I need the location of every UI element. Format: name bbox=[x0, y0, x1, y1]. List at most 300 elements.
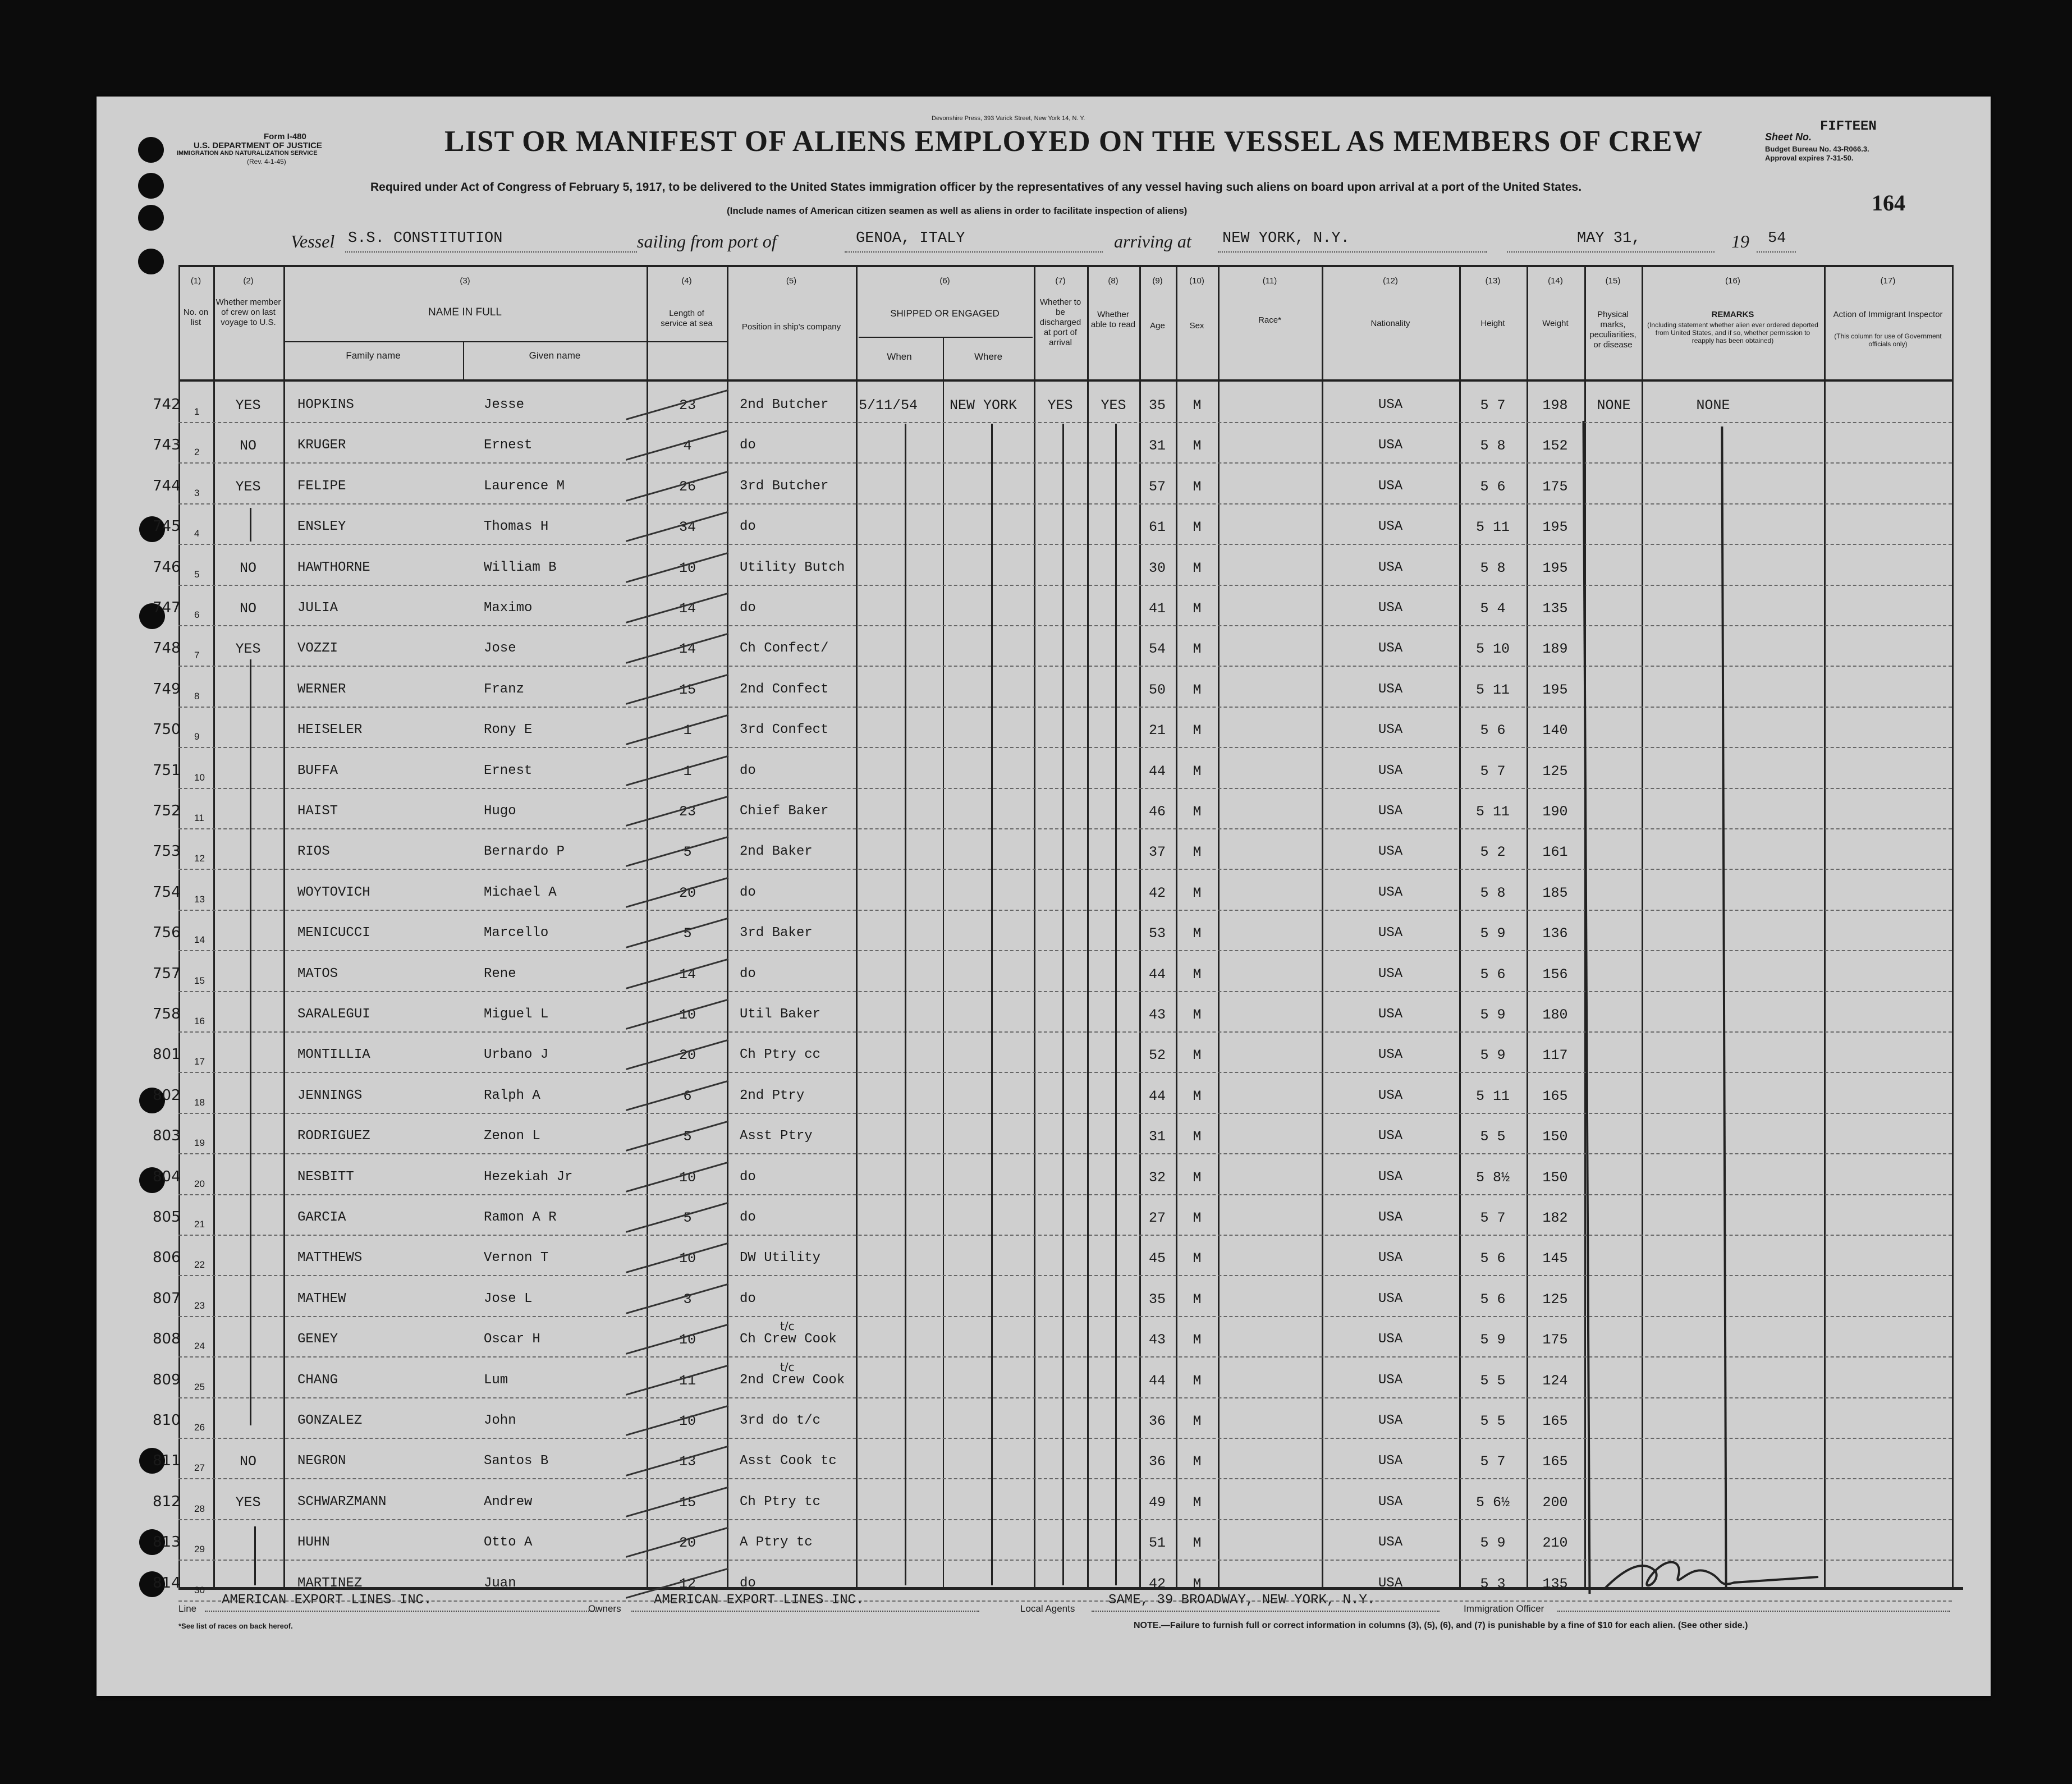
position-cell: do bbox=[740, 1169, 756, 1185]
height-cell: 5 9 bbox=[1480, 1047, 1506, 1064]
col1-number: (1) bbox=[190, 276, 201, 286]
length-of-service-cell: 14 bbox=[679, 641, 696, 658]
height-cell: 5 5 bbox=[1480, 1413, 1506, 1429]
height-cell: 5 8 bbox=[1480, 438, 1506, 455]
handwritten-list-number: 753 bbox=[153, 843, 181, 860]
nationality-cell: USA bbox=[1378, 1047, 1403, 1063]
officer-label: Immigration Officer bbox=[1464, 1603, 1544, 1614]
line-number: 14 bbox=[194, 934, 205, 946]
whether-last-voyage-cell: NO bbox=[239, 600, 256, 617]
family-name-cell: FELIPE bbox=[297, 478, 346, 494]
ditto-stroke bbox=[254, 1526, 256, 1585]
sex-cell: M bbox=[1193, 681, 1202, 698]
position-cell: 2nd Confect bbox=[740, 681, 829, 697]
given-name-cell: Otto A bbox=[484, 1535, 533, 1551]
where-header: Where bbox=[974, 351, 1003, 362]
line-number: 17 bbox=[194, 1056, 205, 1067]
given-name-header: Given name bbox=[529, 350, 581, 361]
position-cell: Chief Baker bbox=[740, 804, 829, 819]
age-cell: 32 bbox=[1148, 1169, 1166, 1186]
ditto-stroke bbox=[250, 508, 251, 542]
row-rule bbox=[178, 1316, 1952, 1317]
weight-cell: 125 bbox=[1542, 1291, 1568, 1308]
position-cell: 2nd Ptry bbox=[740, 1088, 805, 1103]
row-rule bbox=[178, 585, 1952, 586]
nationality-cell: USA bbox=[1378, 1169, 1403, 1185]
height-cell: 5 7 bbox=[1480, 397, 1506, 414]
line-number: 11 bbox=[194, 813, 204, 823]
line-label: Line bbox=[178, 1603, 197, 1614]
year-prefix: 19 bbox=[1731, 231, 1749, 251]
able-to-read-cell: YES bbox=[1101, 397, 1126, 414]
owners: AMERICAN EXPORT LINES INC. bbox=[654, 1593, 864, 1608]
shipped-where-cell: NEW YORK bbox=[950, 397, 1017, 414]
age-cell: 61 bbox=[1148, 519, 1166, 536]
col3-number: (3) bbox=[460, 276, 470, 286]
physical-marks-cell: NONE bbox=[1597, 397, 1631, 414]
position-cell: 3rd Confect bbox=[740, 722, 829, 738]
length-of-service-cell: 14 bbox=[679, 966, 696, 983]
col6-header: SHIPPED OR ENGAGED bbox=[890, 308, 1000, 319]
age-cell: 44 bbox=[1148, 966, 1166, 983]
age-cell: 35 bbox=[1148, 1291, 1166, 1308]
position-cell: 3rd do t/c bbox=[740, 1413, 821, 1428]
ditto-stroke bbox=[250, 659, 251, 1425]
row-rule bbox=[178, 991, 1952, 992]
handwritten-list-number: 754 bbox=[153, 883, 181, 901]
given-name-cell: Maximo bbox=[484, 600, 533, 616]
sex-cell: M bbox=[1193, 1332, 1202, 1349]
position-cell: Util Baker bbox=[740, 1007, 821, 1022]
given-name-cell: Jose bbox=[484, 641, 516, 657]
nationality-cell: USA bbox=[1378, 1494, 1403, 1510]
budget-bureau: Budget Bureau No. 43-R066.3. bbox=[1765, 145, 1869, 153]
weight-cell: 145 bbox=[1542, 1250, 1568, 1267]
age-cell: 51 bbox=[1148, 1535, 1166, 1552]
shipped-when-cell: 5/11/54 bbox=[859, 397, 918, 414]
sailing-port: GENOA, ITALY bbox=[856, 230, 965, 247]
age-cell: 54 bbox=[1148, 641, 1166, 658]
position-cell: do bbox=[740, 1291, 756, 1306]
row-rule bbox=[178, 1194, 1952, 1195]
handwritten-list-number: 808 bbox=[153, 1331, 181, 1348]
position-cell: do bbox=[740, 1575, 756, 1591]
handwritten-list-number: 749 bbox=[153, 680, 181, 698]
sheet-label: Sheet No. bbox=[1765, 131, 1812, 143]
row-rule bbox=[178, 1235, 1952, 1236]
given-name-cell: Franz bbox=[484, 681, 525, 697]
sex-cell: M bbox=[1193, 600, 1202, 617]
given-name-cell: Ramon A R bbox=[484, 1210, 557, 1225]
length-of-service-cell: 3 bbox=[683, 1291, 692, 1308]
given-name-cell: Juan bbox=[484, 1575, 516, 1591]
subtitle-note: (Include names of American citizen seamen as well as aliens in order to facilitate inspection of aliens) bbox=[727, 205, 1188, 216]
col2-number: (2) bbox=[243, 276, 254, 286]
col16-subheader: (Including statement whether alien ever ordered deported from United States, and if so, whether permission to reapply has been obtained) bbox=[1647, 321, 1818, 345]
sex-cell: M bbox=[1193, 1494, 1202, 1511]
line-number: 26 bbox=[194, 1422, 205, 1433]
age-cell: 57 bbox=[1148, 478, 1166, 495]
weight-cell: 190 bbox=[1542, 804, 1568, 820]
nationality-cell: USA bbox=[1378, 1007, 1403, 1022]
age-cell: 45 bbox=[1148, 1250, 1166, 1267]
whether-last-voyage-cell: YES bbox=[235, 397, 261, 414]
col1-header: No. on list bbox=[183, 308, 209, 327]
handwritten-list-number: 805 bbox=[153, 1209, 181, 1226]
handwritten-list-number: 803 bbox=[153, 1127, 181, 1145]
given-name-cell: John bbox=[484, 1413, 516, 1428]
sex-cell: M bbox=[1193, 884, 1202, 901]
weight-cell: 195 bbox=[1542, 519, 1568, 536]
col13-header: Height bbox=[1480, 319, 1505, 328]
sex-cell: M bbox=[1193, 966, 1202, 983]
sex-cell: M bbox=[1193, 1169, 1202, 1186]
age-cell: 42 bbox=[1148, 1575, 1166, 1592]
ditto-stroke bbox=[1062, 424, 1064, 1585]
handwritten-list-number: 745 bbox=[153, 518, 181, 535]
nationality-cell: USA bbox=[1378, 1372, 1403, 1388]
position-cell: 2nd Baker bbox=[740, 844, 813, 860]
position-cell: do bbox=[740, 1210, 756, 1225]
weight-cell: 165 bbox=[1542, 1453, 1568, 1470]
nationality-cell: USA bbox=[1378, 1129, 1403, 1144]
row-rule bbox=[178, 503, 1952, 505]
col12-number: (12) bbox=[1383, 276, 1398, 286]
nationality-cell: USA bbox=[1378, 884, 1403, 900]
family-name-cell: GONZALEZ bbox=[297, 1413, 363, 1428]
nationality-cell: USA bbox=[1378, 559, 1403, 575]
revision: (Rev. 4-1-45) bbox=[247, 158, 286, 166]
family-name-cell: GENEY bbox=[297, 1332, 338, 1347]
given-name-cell: Jesse bbox=[484, 397, 525, 412]
given-name-cell: Bernardo P bbox=[484, 844, 565, 860]
family-name-cell: SCHWARZMANN bbox=[297, 1494, 387, 1510]
position-cell: Asst Ptry bbox=[740, 1129, 813, 1144]
handwritten-list-number: 810 bbox=[153, 1412, 181, 1429]
length-of-service-cell: 1 bbox=[683, 763, 692, 779]
age-cell: 37 bbox=[1148, 844, 1166, 861]
handwritten-list-number: 811 bbox=[153, 1452, 181, 1470]
position-cell: 3rd Baker bbox=[740, 925, 813, 941]
line-number: 30 bbox=[194, 1584, 205, 1595]
row-rule bbox=[178, 422, 1952, 423]
nationality-cell: USA bbox=[1378, 600, 1403, 616]
sex-cell: M bbox=[1193, 397, 1202, 414]
given-name-cell: Zenon L bbox=[484, 1129, 540, 1144]
sex-cell: M bbox=[1193, 1575, 1202, 1592]
col14-header: Weight bbox=[1542, 319, 1569, 328]
length-of-service-cell: 20 bbox=[679, 884, 696, 901]
length-of-service-cell: 11 bbox=[679, 1372, 696, 1389]
handwritten-list-number: 758 bbox=[153, 1006, 181, 1022]
height-cell: 5 10 bbox=[1475, 641, 1510, 658]
weight-cell: 150 bbox=[1542, 1169, 1568, 1186]
family-name-cell: CHANG bbox=[297, 1372, 338, 1388]
position-cell: 2nd Butcher bbox=[740, 397, 829, 412]
weight-cell: 161 bbox=[1542, 844, 1568, 861]
length-of-service-cell: 20 bbox=[679, 1047, 696, 1064]
family-name-cell: KRUGER bbox=[297, 438, 346, 453]
service: IMMIGRATION AND NATURALIZATION SERVICE bbox=[177, 150, 318, 157]
col6-number: (6) bbox=[939, 276, 950, 286]
length-of-service-cell: 12 bbox=[679, 1575, 696, 1592]
arriving-label: arriving at bbox=[1114, 231, 1191, 251]
height-cell: 5 11 bbox=[1475, 804, 1510, 820]
weight-cell: 175 bbox=[1542, 478, 1568, 495]
sex-cell: M bbox=[1193, 722, 1202, 739]
nationality-cell: USA bbox=[1378, 1453, 1403, 1469]
family-name-cell: HAIST bbox=[297, 804, 338, 819]
length-of-service-cell: 4 bbox=[683, 438, 692, 455]
line-number: 23 bbox=[194, 1300, 205, 1311]
line-number: 6 bbox=[194, 609, 200, 620]
height-cell: 5 9 bbox=[1480, 1535, 1506, 1552]
family-name-cell: NEGRON bbox=[297, 1453, 346, 1469]
line-number: 21 bbox=[194, 1219, 205, 1230]
races-note: *See list of races on back hereof. bbox=[178, 1622, 293, 1630]
whether-last-voyage-cell: YES bbox=[235, 478, 261, 495]
subtitle: Required under Act of Congress of February 5, 1917, to be delivered to the United States immigration officer by the representatives of any vessel having such aliens on board upon arrival at a port of the United States. bbox=[370, 181, 1582, 194]
family-name-cell: BUFFA bbox=[297, 763, 338, 778]
line-number: 15 bbox=[194, 975, 205, 986]
nationality-cell: USA bbox=[1378, 1250, 1403, 1266]
position-cell: A Ptry tc bbox=[740, 1535, 813, 1551]
height-cell: 5 6 bbox=[1480, 1250, 1506, 1267]
sailing-label: sailing from port of bbox=[637, 231, 777, 251]
nationality-cell: USA bbox=[1378, 1413, 1403, 1428]
height-cell: 5 6 bbox=[1480, 722, 1506, 739]
row-rule bbox=[178, 1072, 1952, 1073]
col5-header: Position in ship's company bbox=[741, 322, 841, 332]
to-be-discharged-cell: YES bbox=[1047, 397, 1073, 414]
family-name-cell: MATOS bbox=[297, 966, 338, 982]
weight-cell: 198 bbox=[1542, 397, 1568, 414]
weight-cell: 135 bbox=[1542, 600, 1568, 617]
position-cell: Ch Confect/ bbox=[740, 641, 829, 657]
sex-cell: M bbox=[1193, 1129, 1202, 1145]
row-rule bbox=[178, 910, 1952, 911]
line-number: 2 bbox=[194, 447, 200, 458]
line-number: 13 bbox=[194, 893, 205, 905]
sex-cell: M bbox=[1193, 925, 1202, 942]
position-cell: do bbox=[740, 966, 756, 982]
nationality-cell: USA bbox=[1378, 1535, 1403, 1551]
nationality-cell: USA bbox=[1378, 722, 1403, 738]
handwritten-list-number: 746 bbox=[153, 558, 181, 576]
line-number: 10 bbox=[194, 772, 205, 783]
handwritten-list-number: 757 bbox=[153, 965, 181, 982]
form-number: Form I-480 bbox=[264, 132, 306, 141]
age-cell: 31 bbox=[1148, 438, 1166, 455]
whether-last-voyage-cell: YES bbox=[235, 641, 261, 658]
line-number: 24 bbox=[194, 1341, 205, 1352]
height-cell: 5 2 bbox=[1480, 844, 1506, 861]
printer-imprint: Devonshire Press, 393 Varick Street, New York 14, N. Y. bbox=[932, 115, 1085, 122]
sheet-number: FIFTEEN bbox=[1820, 119, 1877, 134]
col15-number: (15) bbox=[1605, 276, 1621, 286]
sex-cell: M bbox=[1193, 519, 1202, 536]
given-name-cell: Andrew bbox=[484, 1494, 533, 1510]
line-number: 9 bbox=[194, 731, 200, 742]
handwritten-list-number: 748 bbox=[153, 640, 181, 657]
col4-number: (4) bbox=[681, 276, 692, 286]
row-rule bbox=[178, 544, 1952, 545]
col17-subheader: (This column for use of Government officials only) bbox=[1834, 332, 1942, 348]
sex-cell: M bbox=[1193, 1372, 1202, 1389]
nationality-cell: USA bbox=[1378, 925, 1403, 941]
position-cell: Asst Cook tc bbox=[740, 1453, 837, 1469]
weight-cell: 152 bbox=[1542, 438, 1568, 455]
length-of-service-cell: 20 bbox=[679, 1535, 696, 1552]
row-rule bbox=[178, 1397, 1952, 1398]
handwritten-list-number: 801 bbox=[153, 1046, 181, 1063]
penalty-note: NOTE.—Failure to furnish full or correct information in columns (3), (5), (6), and (7) is punishable by a fine of $10 for each alien. (See other side.) bbox=[1134, 1621, 1748, 1630]
row-rule bbox=[178, 462, 1952, 464]
age-cell: 42 bbox=[1148, 884, 1166, 901]
row-rule bbox=[178, 1478, 1952, 1479]
given-name-cell: Miguel L bbox=[484, 1007, 549, 1022]
family-name-cell: MARTINEZ bbox=[297, 1575, 363, 1591]
height-cell: 5 11 bbox=[1475, 681, 1510, 698]
given-name-cell: Ernest bbox=[484, 438, 533, 453]
nationality-cell: USA bbox=[1378, 1088, 1403, 1103]
height-cell: 5 6 bbox=[1480, 966, 1506, 983]
age-cell: 44 bbox=[1148, 1088, 1166, 1104]
weight-cell: 156 bbox=[1542, 966, 1568, 983]
row-rule bbox=[178, 1275, 1952, 1276]
handwritten-list-number: 752 bbox=[153, 802, 181, 819]
sex-cell: M bbox=[1193, 1535, 1202, 1552]
shipping-line: AMERICAN EXPORT LINES INC. bbox=[222, 1593, 432, 1608]
given-name-cell: Lum bbox=[484, 1372, 508, 1388]
col8-number: (8) bbox=[1108, 276, 1118, 286]
length-of-service-cell: 10 bbox=[679, 1169, 696, 1186]
height-cell: 5 5 bbox=[1480, 1129, 1506, 1145]
height-cell: 5 7 bbox=[1480, 1453, 1506, 1470]
height-cell: 5 8 bbox=[1480, 559, 1506, 576]
row-rule bbox=[178, 747, 1952, 748]
family-name-cell: NESBITT bbox=[297, 1169, 354, 1185]
ditto-stroke bbox=[1115, 424, 1117, 1585]
height-cell: 5 4 bbox=[1480, 600, 1506, 617]
nationality-cell: USA bbox=[1378, 1291, 1403, 1306]
weight-cell: 189 bbox=[1542, 641, 1568, 658]
sex-cell: M bbox=[1193, 641, 1202, 658]
weight-cell: 140 bbox=[1542, 722, 1568, 739]
height-cell: 5 11 bbox=[1475, 1088, 1510, 1104]
nationality-cell: USA bbox=[1378, 681, 1403, 697]
nationality-cell: USA bbox=[1378, 1210, 1403, 1225]
length-of-service-cell: 5 bbox=[683, 925, 692, 942]
line-number: 18 bbox=[194, 1097, 205, 1108]
col16-header: REMARKS bbox=[1711, 310, 1754, 319]
arrival-date: MAY 31, bbox=[1577, 230, 1641, 247]
col9-number: (9) bbox=[1152, 276, 1163, 286]
family-name-cell: MENICUCCI bbox=[297, 925, 370, 941]
col17-header: Action of Immigrant Inspector bbox=[1833, 310, 1943, 319]
sex-cell: M bbox=[1193, 1047, 1202, 1064]
age-cell: 43 bbox=[1148, 1332, 1166, 1349]
line-number: 20 bbox=[194, 1178, 205, 1189]
line-number: 5 bbox=[194, 568, 200, 580]
approval-expiry: Approval expires 7-31-50. bbox=[1765, 154, 1854, 162]
line-number: 25 bbox=[194, 1381, 205, 1392]
position-cell: Ch Ptry cc bbox=[740, 1047, 821, 1063]
col7-header: Whether to be discharged at port of arrival bbox=[1039, 297, 1081, 347]
nationality-cell: USA bbox=[1378, 1332, 1403, 1347]
sex-cell: M bbox=[1193, 1413, 1202, 1429]
length-of-service-cell: 15 bbox=[679, 1494, 696, 1511]
nationality-cell: USA bbox=[1378, 519, 1403, 535]
family-name-cell: MATHEW bbox=[297, 1291, 346, 1306]
handwritten-list-number: 807 bbox=[153, 1290, 181, 1307]
weight-cell: 125 bbox=[1542, 763, 1568, 779]
weight-cell: 210 bbox=[1542, 1535, 1568, 1552]
row-rule bbox=[178, 666, 1952, 667]
family-name-cell: WERNER bbox=[297, 681, 346, 697]
given-name-cell: Rene bbox=[484, 966, 516, 982]
when-header: When bbox=[887, 351, 912, 362]
ditto-stroke bbox=[905, 424, 906, 1585]
col11-header: Race* bbox=[1258, 315, 1281, 325]
vessel-name: S.S. CONSTITUTION bbox=[348, 230, 503, 247]
height-cell: 5 3 bbox=[1480, 1575, 1506, 1592]
page-title: LIST OR MANIFEST OF ALIENS EMPLOYED ON THE VESSEL AS MEMBERS OF CREW bbox=[444, 125, 1703, 158]
page-stamp-number: 164 bbox=[1872, 190, 1905, 215]
family-name-cell: RODRIGUEZ bbox=[297, 1129, 370, 1144]
given-name-cell: Michael A bbox=[484, 884, 557, 900]
col12-header: Nationality bbox=[1370, 319, 1410, 328]
family-name-cell: SARALEGUI bbox=[297, 1007, 370, 1022]
row-rule bbox=[178, 869, 1952, 870]
line-number: 3 bbox=[194, 487, 200, 498]
col14-number: (14) bbox=[1548, 276, 1563, 286]
position-cell: Ch Crew Cook bbox=[740, 1332, 837, 1347]
length-of-service-cell: 6 bbox=[683, 1088, 692, 1104]
age-cell: 44 bbox=[1148, 1372, 1166, 1389]
weight-cell: 165 bbox=[1542, 1088, 1568, 1104]
height-cell: 5 7 bbox=[1480, 1210, 1506, 1226]
sex-cell: M bbox=[1193, 559, 1202, 576]
row-rule bbox=[178, 788, 1952, 789]
whether-last-voyage-cell: NO bbox=[239, 438, 256, 455]
line-number: 4 bbox=[194, 528, 200, 539]
length-of-service-cell: 14 bbox=[679, 600, 696, 617]
line-number: 12 bbox=[194, 853, 205, 864]
binder-hole bbox=[138, 205, 164, 231]
row-rule bbox=[178, 1438, 1952, 1439]
handwritten-list-number: 813 bbox=[153, 1534, 181, 1551]
height-cell: 5 6½ bbox=[1475, 1494, 1510, 1511]
row-rule bbox=[178, 1356, 1952, 1358]
whether-last-voyage-cell: YES bbox=[235, 1494, 261, 1511]
weight-cell: 136 bbox=[1542, 925, 1568, 942]
weight-cell: 135 bbox=[1542, 1575, 1568, 1592]
binder-hole bbox=[138, 173, 164, 199]
sex-cell: M bbox=[1193, 1250, 1202, 1267]
sex-cell: M bbox=[1193, 1210, 1202, 1226]
nationality-cell: USA bbox=[1378, 763, 1403, 778]
handwritten-list-number: 814 bbox=[153, 1574, 181, 1592]
binder-hole bbox=[138, 137, 164, 163]
col8-header: Whether able to read bbox=[1090, 310, 1136, 329]
owners-label: Owners bbox=[588, 1603, 621, 1614]
height-cell: 5 6 bbox=[1480, 478, 1506, 495]
col4-header: Length of service at sea bbox=[661, 309, 713, 328]
line-number: 22 bbox=[194, 1259, 205, 1271]
col3-header: NAME IN FULL bbox=[428, 306, 502, 318]
age-cell: 27 bbox=[1148, 1210, 1166, 1226]
